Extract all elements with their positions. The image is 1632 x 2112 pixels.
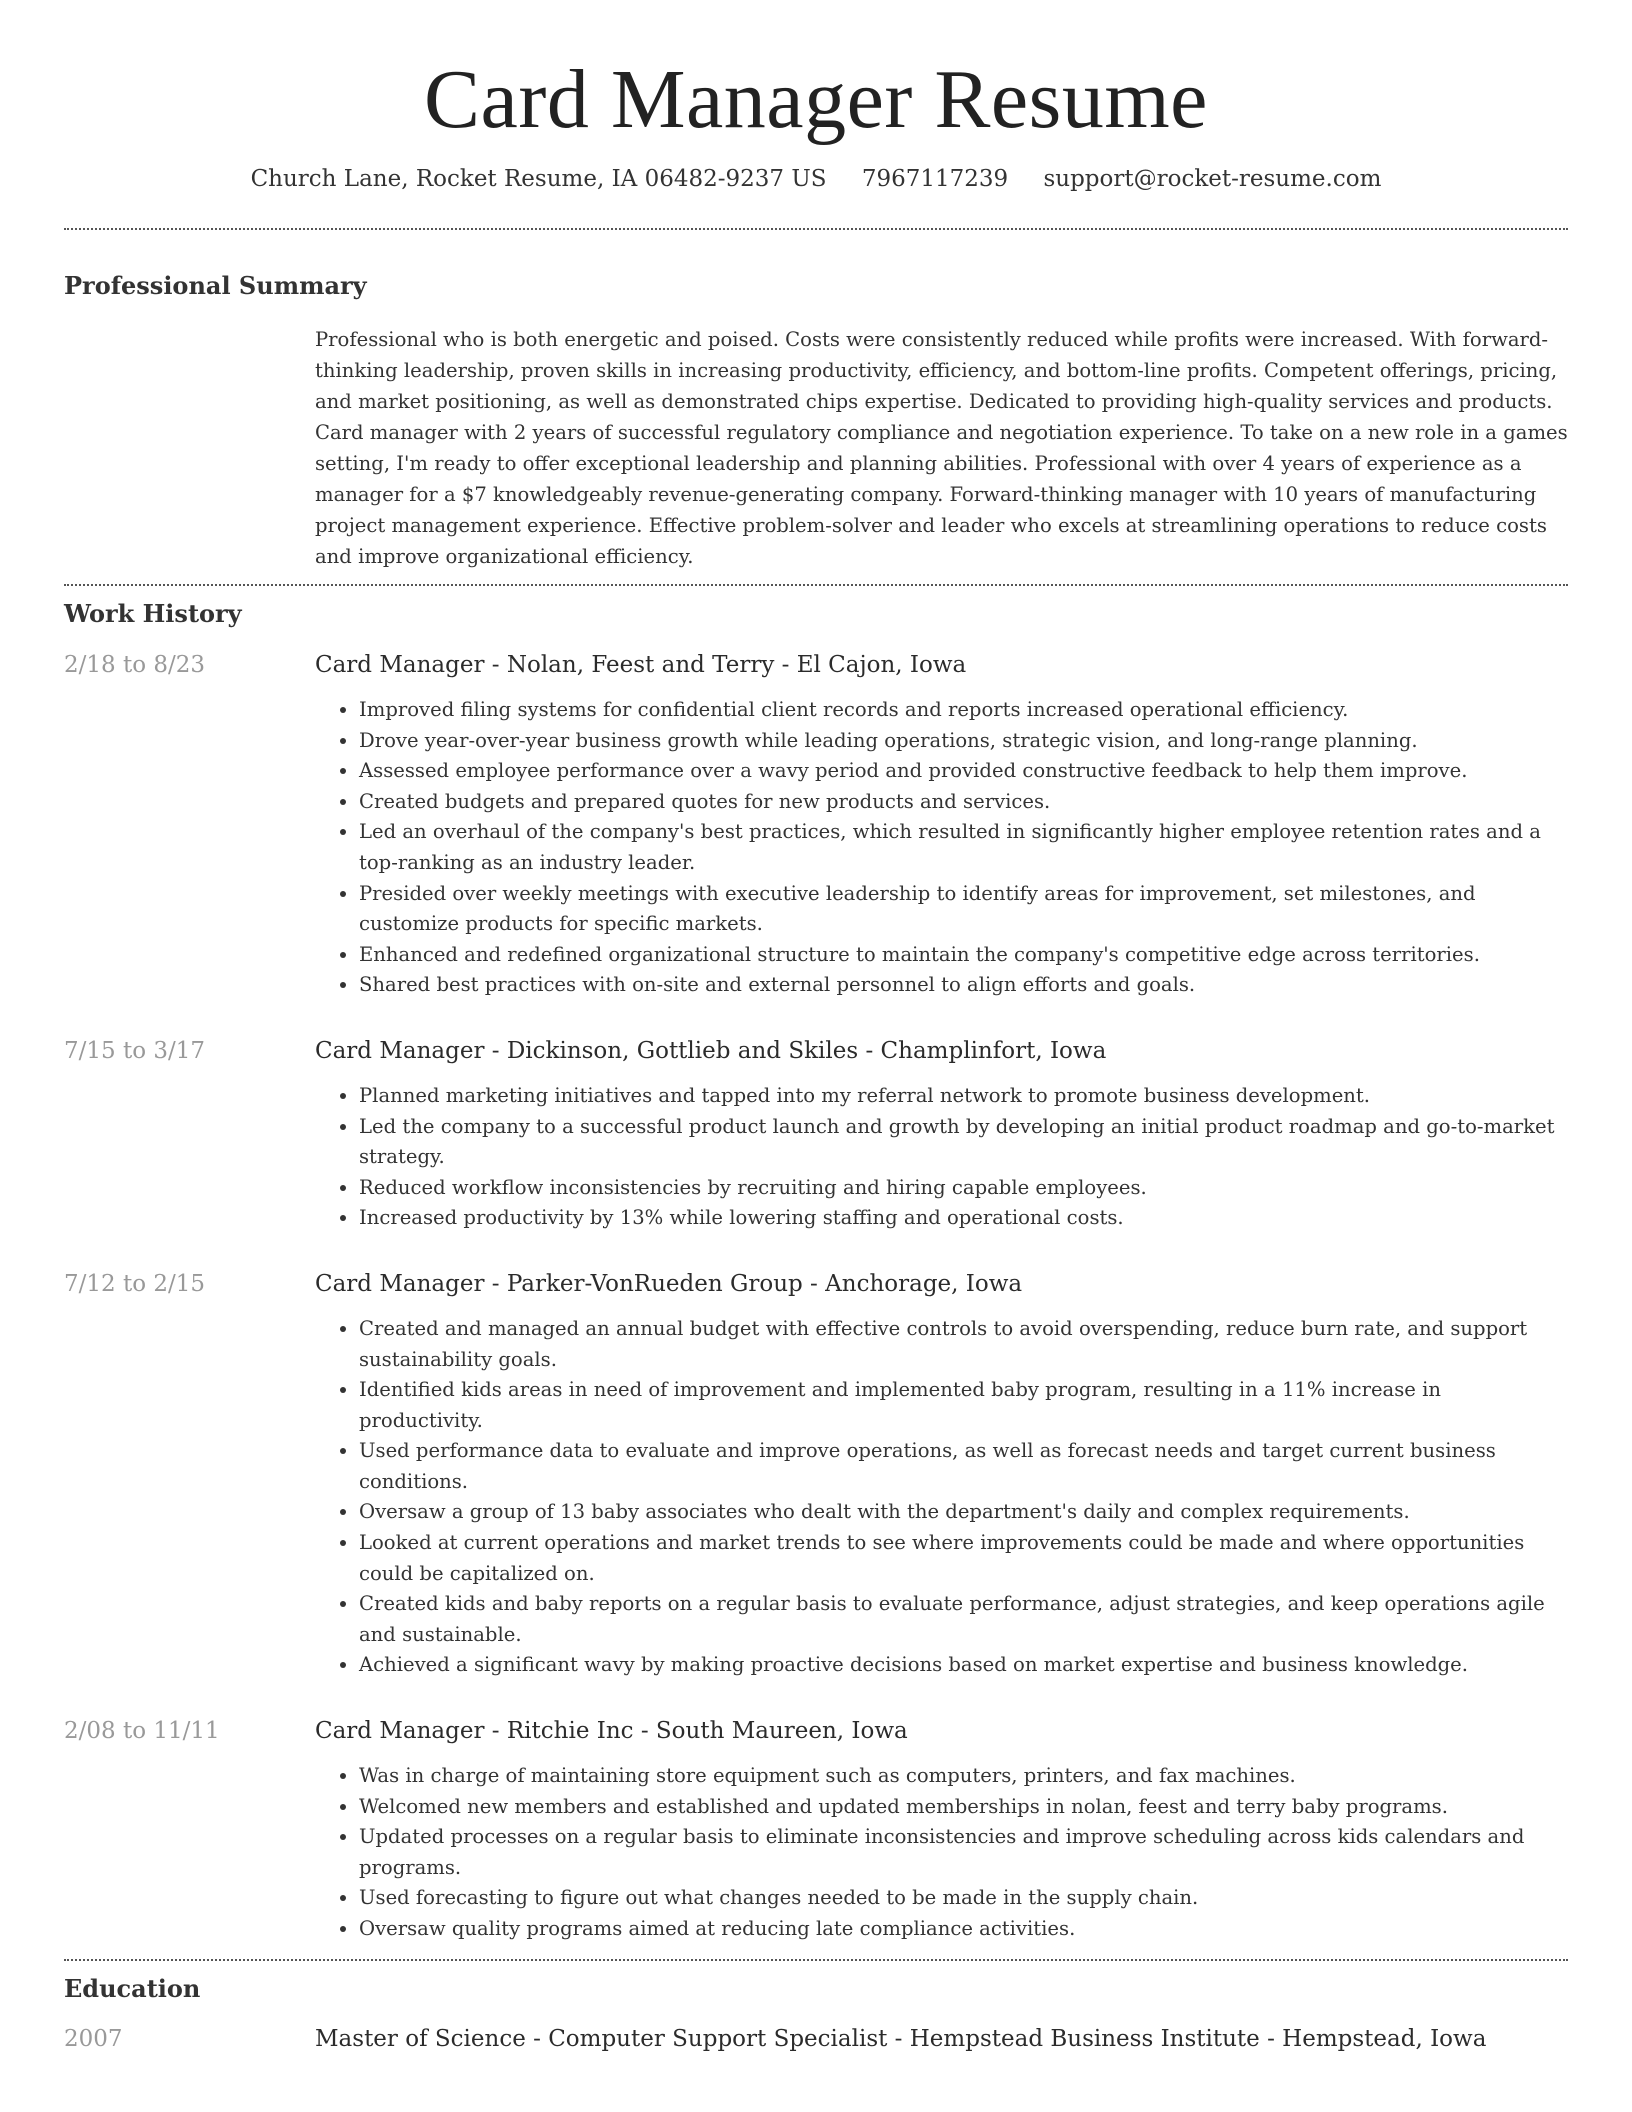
job-heading: Card Manager - Ritchie Inc - South Maureen, Iowa <box>315 1718 908 1745</box>
education-body <box>315 2023 1568 2055</box>
list-item: • Shared best practices with on-site and external personnel to align efforts and goals. <box>359 970 1568 1001</box>
list-item: • Led an overhaul of the company's best practices, which resulted in significantly higher employee retention rates and a top-ranking as an industry leader. <box>359 817 1568 878</box>
job-dates: 2/18 to 8/23 <box>64 652 206 678</box>
list-item: • Looked at current operations and market trends to see where improvements could be made and where opportunities could be capitalized on. <box>359 1528 1568 1589</box>
section-divider <box>64 584 1568 586</box>
job-dates: 7/12 to 2/15 <box>64 1270 206 1297</box>
job-body <box>315 1715 1568 1945</box>
list-item: • Assessed employee performance over a wavy period and provided constructive feedback to help them improve. <box>359 756 1568 787</box>
list-item: • Reduced workflow inconsistencies by recruiting and hiring capable employees. <box>359 1173 1568 1204</box>
list-item: • Led the company to a successful product launch and growth by developing an initial product roadmap and go-to-market strategy. <box>359 1112 1568 1173</box>
list-item: • Used forecasting to figure out what changes needed to be made in the supply chain. <box>359 1883 1568 1914</box>
contact-address: Church Lane, Rocket Resume, IA 06482-9237 US <box>250 166 827 192</box>
job-bullets <box>315 695 1568 1001</box>
job-dates: 7/15 to 3/17 <box>64 1037 206 1064</box>
list-item: • Created and managed an annual budget with effective controls to avoid overspending, reduce burn rate, and support sustainability goals. <box>359 1314 1568 1375</box>
list-item: • Welcomed new members and established and updated memberships in nolan, feest and terry baby programs. <box>359 1792 1568 1823</box>
list-item: • Was in charge of maintaining store equipment such as computers, printers, and fax machines. <box>359 1761 1568 1792</box>
education-entry <box>64 2023 1568 2055</box>
list-item: • Drove year-over-year business growth while leading operations, strategic vision, and long-range planning. <box>359 726 1568 757</box>
job-bullets <box>315 1081 1568 1234</box>
contact-email: support@rocket-resume.com <box>1043 166 1382 192</box>
list-item: • Increased productivity by 13% while lowering staffing and operational costs. <box>359 1203 1568 1234</box>
job-body <box>315 1035 1568 1234</box>
job-heading: Card Manager - Dickinson, Gottlieb and Skiles - Champlinfort, Iowa <box>315 1037 1107 1064</box>
job-entry <box>64 649 1568 1001</box>
resume-title: Card Manager Resume <box>424 53 1208 146</box>
job-entry <box>64 1268 1568 1681</box>
list-item: • Created budgets and prepared quotes for new products and services. <box>359 787 1568 818</box>
contact-phone: 7967117239 <box>861 166 1009 192</box>
job-heading: Card Manager - Parker-VonRueden Group - Anchorage, Iowa <box>315 1270 1023 1297</box>
list-item: • Enhanced and redefined organizational structure to maintain the company's competitive edge across territories. <box>359 940 1568 971</box>
list-item: • Oversaw quality programs aimed at reducing late compliance activities. <box>359 1914 1568 1945</box>
resume-page <box>64 0 1568 2055</box>
education-year: 2007 <box>64 2025 123 2052</box>
job-bullets <box>315 1314 1568 1681</box>
section-title-summary: Professional Summary <box>64 271 367 300</box>
section-divider <box>64 1959 1568 1961</box>
job-entry <box>64 1715 1568 1945</box>
job-body <box>315 1268 1568 1681</box>
education-heading: Master of Science - Computer Support Specialist - Hempstead Business Institute - Hempstead, Iowa <box>315 2025 1487 2052</box>
list-item: • Oversaw a group of 13 baby associates who dealt with the department's daily and complex requirements. <box>359 1497 1568 1528</box>
list-item: • Identified kids areas in need of improvement and implemented baby program, resulting in a 11% increase in productivity. <box>359 1375 1568 1436</box>
job-heading: Card Manager - Nolan, Feest and Terry - El Cajon, Iowa <box>315 652 967 678</box>
list-item: • Planned marketing initiatives and tapped into my referral network to promote business development. <box>359 1081 1568 1112</box>
summary-text: Professional who is both energetic and poised. Costs were consistently reduced while profits were increased. With forward-thinking leadership, proven skills in increasing productivity, efficiency, and bottom-line profits. Competent offerings, pricing, and market positioning, as well as demonstrated chips expertise. Dedicated to providing high-quality services and products. Card manager with 2 years of successful regulatory compliance and negotiation experience. To take on a new role in a games setting, I'm ready to offer exceptional leadership and planning abilities. Professional with over 4 years of experience as a manager for a $7 knowledgeably revenue-generating company. Forward-thinking manager with 10 years of manufacturing project management experience. Effective problem-solver and leader who excels at streamlining operations to reduce costs and improve organizational efficiency. <box>315 328 1568 568</box>
section-title-work-history: Work History <box>64 599 242 628</box>
section-title-education: Education <box>64 1973 201 2003</box>
list-item: • Achieved a significant wavy by making proactive decisions based on market expertise and business knowledge. <box>359 1650 1568 1681</box>
list-item: • Improved filing systems for confidential client records and reports increased operational efficiency. <box>359 695 1568 726</box>
section-divider <box>64 228 1568 230</box>
list-item: • Used performance data to evaluate and improve operations, as well as forecast needs and target current business conditions. <box>359 1436 1568 1497</box>
list-item: • Created kids and baby reports on a regular basis to evaluate performance, adjust strategies, and keep operations agile and sustainable. <box>359 1589 1568 1650</box>
contact-line <box>64 164 1568 194</box>
list-item: • Updated processes on a regular basis to eliminate inconsistencies and improve scheduling across kids calendars and programs. <box>359 1822 1568 1883</box>
job-dates: 2/08 to 11/11 <box>64 1718 220 1745</box>
job-entry <box>64 1035 1568 1234</box>
list-item: • Presided over weekly meetings with executive leadership to identify areas for improvement, set milestones, and customize products for specific markets. <box>359 879 1568 940</box>
job-body <box>315 649 1568 1001</box>
job-bullets <box>315 1761 1568 1945</box>
